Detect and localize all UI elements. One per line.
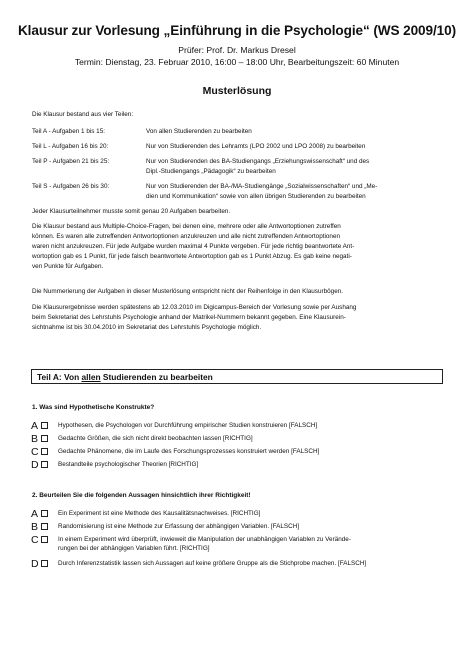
option-letter: D bbox=[31, 459, 39, 471]
paragraph-scoring: Die Klausur bestand aus Multiple-Choice-Fragen, bei denen eine, mehrere oder alle Antwortoptionen zutreffen können. Es waren alle zutreffenden Antwortoptionen anzukreuzen und alle nicht zutreffenden Antwortoptionen waren nicht anzukreuzen. Für jede Aufgabe wurden maximal 4 Punkte vergeben. Für jede richtig beantwortete Ant- wortoption gab es 1 Punkt, für jede falsch beantwortete Antwortoption gab es 1 Punkt Abzug. Es gab keine negati- ven Punkte für Aufgaben. bbox=[32, 223, 355, 271]
schedule-line: Termin: Dienstag, 23. Februar 2010, 16:00 – 18:00 Uhr, Bearbeitungszeit: 60 Minuten bbox=[74, 57, 400, 67]
section-emphasis: allen bbox=[81, 372, 101, 382]
part-label: Teil A - Aufgaben 1 bis 15: bbox=[32, 128, 106, 135]
option-text: Durch Inferenzstatistik lassen sich Aussagen auf keine größere Gruppe als die Stichprobe machen. [FALSCH] bbox=[58, 560, 367, 567]
exam-title: Klausur zur Vorlesung „Einführung in die Psychologie“ (WS 2009/10) bbox=[17, 23, 457, 38]
part-description: Von allen Studierenden zu bearbeiten bbox=[146, 128, 252, 135]
paragraph-twenty-tasks: Jeder Klausurteilnehmer musste somit genau 20 Aufgaben bearbeiten. bbox=[32, 208, 231, 215]
answer-checkbox[interactable] bbox=[41, 560, 48, 567]
option-text: In einem Experiment wird überprüft, inwieweit die Manipulation der unabhängigen Variablen zu Verände- rungen bei der abhängigen Variablen führt. [RICHTIG] bbox=[58, 536, 351, 552]
question-2-option-b[interactable] bbox=[31, 521, 451, 533]
paragraph-results: Die Klausurergebnisse werden spätestens ab 12.03.2010 im Digicampus-Bereich der Vorlesung sowie per Aushang beim Sekretariat des Lehrstuhls Psychologie anhand der Matrikel-Nummern bekannt gegeben. Eine Klausurein- sichtnahme ist bis 30.04.2010 im Sekretariat des Lehrstuhls Psychologie möglich. bbox=[32, 304, 357, 332]
answer-checkbox[interactable] bbox=[41, 435, 48, 442]
part-label: Teil S - Aufgaben 26 bis 30: bbox=[32, 183, 110, 190]
part-description: Nur von Studierenden des Lehramts (LPO 2002 und LPO 2008) zu bearbeiten bbox=[146, 143, 366, 150]
option-text: Gedachte Größen, die sich nicht direkt beobachten lassen [RICHTIG] bbox=[58, 435, 253, 442]
question-1-option-a[interactable] bbox=[31, 420, 451, 432]
question-2-option-a[interactable] bbox=[31, 508, 451, 520]
question-2-option-c[interactable] bbox=[31, 534, 451, 556]
option-letter: A bbox=[31, 508, 39, 520]
paragraph-numbering: Die Nummerierung der Aufgaben in dieser Musterlösung entspricht nicht der Reihenfolge in den Klausurbögen. bbox=[32, 288, 344, 295]
option-letter: C bbox=[31, 446, 39, 458]
question-1-option-b[interactable] bbox=[31, 433, 451, 445]
answer-checkbox[interactable] bbox=[41, 510, 48, 517]
part-label: Teil L - Aufgaben 16 bis 20: bbox=[32, 143, 109, 150]
option-letter: D bbox=[31, 558, 39, 570]
option-text: Ein Experiment ist eine Methode des Kausalitätsnachweises. [RICHTIG] bbox=[58, 510, 261, 517]
option-text: Randomisierung ist eine Methode zur Erfassung der abhängigen Variablen. [FALSCH] bbox=[58, 523, 300, 530]
part-description: Nur von Studierenden der BA-/MA-Studiengänge „Sozialwissenschaften“ und „Me- dien und Kommunikation“ sowie von allen übrigen Studierenden zu bearbeiten bbox=[146, 183, 378, 201]
option-text: Hypothesen, die Psychologen vor Durchführung empirischer Studien konstruieren [FALSCH] bbox=[58, 422, 318, 429]
part-label: Teil P - Aufgaben 21 bis 25: bbox=[32, 158, 110, 165]
answer-checkbox[interactable] bbox=[41, 461, 48, 468]
option-text: Gedachte Phänomene, die im Laufe des Forschungsprozesses konstruiert werden [FALSCH] bbox=[58, 448, 320, 455]
answer-checkbox[interactable] bbox=[41, 422, 48, 429]
part-description: Nur von Studierenden des BA-Studiengangs „Erziehungswissenschaft“ und des Dipl.-Studiengangs „Pädagogik“ zu bearbeiten bbox=[146, 158, 370, 176]
question-2-option-d[interactable] bbox=[31, 558, 451, 570]
solution-heading: Musterlösung bbox=[202, 85, 272, 97]
section-heading-part-a: Teil A: Von allen Studierenden zu bearbeiten bbox=[31, 369, 443, 384]
option-letter: B bbox=[31, 521, 39, 533]
answer-checkbox[interactable] bbox=[41, 523, 48, 530]
question-2-title: 2. Beurteilen Sie die folgenden Aussagen hinsichtlich ihrer Richtigkeit! bbox=[32, 492, 251, 499]
option-letter: C bbox=[31, 534, 39, 546]
question-1-title: 1. Was sind Hypothetische Konstrukte? bbox=[32, 404, 155, 411]
option-letter: A bbox=[31, 420, 39, 432]
examiner-line: Prüfer: Prof. Dr. Markus Dresel bbox=[178, 45, 296, 55]
answer-checkbox[interactable] bbox=[41, 448, 48, 455]
question-1-option-d[interactable] bbox=[31, 459, 451, 471]
option-text: Bestandteile psychologischer Theorien [RICHTIG] bbox=[58, 461, 199, 468]
option-letter: B bbox=[31, 433, 39, 445]
question-1-option-c[interactable] bbox=[31, 446, 451, 458]
parts-intro: Die Klausur bestand aus vier Teilen: bbox=[32, 111, 134, 118]
answer-checkbox[interactable] bbox=[41, 536, 48, 543]
